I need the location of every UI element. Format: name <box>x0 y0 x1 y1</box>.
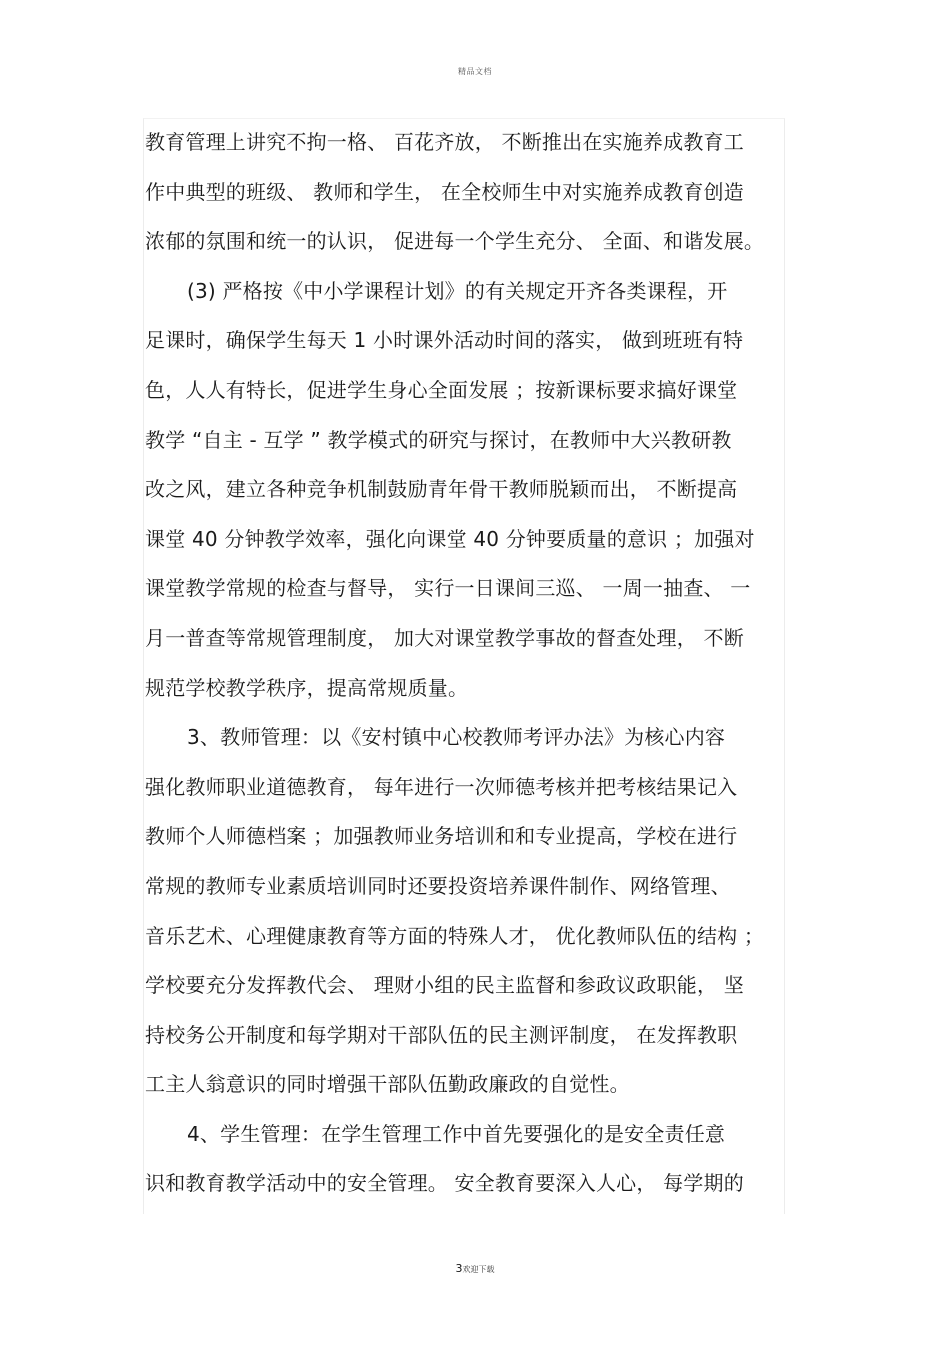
body-text-line: 教育管理上讲究不拘一格、 百花齐放， 不断推出在实施养成教育工 <box>145 130 744 154</box>
document-body <box>145 118 785 1209</box>
body-text-line: 4、学生管理：在学生管理工作中首先要强化的是安全责任意 <box>187 1121 726 1146</box>
body-text-line: 工主人翁意识的同时增强干部队伍勤政廉政的自觉性。 <box>145 1072 630 1097</box>
body-text-line: 月一普查等常规管理制度， 加大对课堂教学事故的督查处理， 不断 <box>145 625 744 650</box>
body-text-line: 教师个人师德档案 ；加强教师业务培训和和专业提高，学校在进行 <box>145 824 738 849</box>
body-text-line: 改之风，建立各种竞争机制鼓励青年骨干教师脱颖而出， 不断提高 <box>145 477 738 502</box>
page-header-label: 精品文档 <box>458 67 492 76</box>
footer-label: 欢迎下载 <box>462 1265 495 1274</box>
body-text-line: 色，人人有特长，促进学生身心全面发展 ；按新课标要求搞好课堂 <box>145 377 738 402</box>
page-footer <box>0 1262 950 1275</box>
body-text-line: 常规的教师专业素质培训同时还要投资培养课件制作、网络管理、 <box>145 873 731 898</box>
body-text-line: 强化教师职业道德教育， 每年进行一次师德考核并把考核结果记入 <box>145 774 738 799</box>
body-text-line: 识和教育教学活动中的安全管理。 安全教育要深入人心， 每学期的 <box>145 1171 744 1196</box>
body-text-line: 教学 “自主 - 互学 ” 教学模式的研究与探讨，在教师中大兴教研教 <box>145 427 732 452</box>
body-text-line: 学校要充分发挥教代会、 理财小组的民主监督和参政议政职能， 坚 <box>145 973 744 998</box>
body-text-line: 音乐艺术、心理健康教育等方面的特殊人才， 优化教师队伍的结构 ； <box>145 923 765 948</box>
page-number: 3 <box>455 1262 463 1275</box>
body-text-line: (3) 严格按《中小学课程计划》的有关规定开齐各类课程，开 <box>187 278 728 303</box>
body-text-line: 课堂 40 分钟教学效率，强化向课堂 40 分钟要质量的意识 ；加强对 <box>145 526 755 551</box>
body-text-line: 浓郁的氛围和统一的认识， 促进每一个学生充分、 全面、和谐发展。 <box>145 229 765 254</box>
body-text-line: 3、教师管理：以《安村镇中心校教师考评办法》为核心内容 <box>187 725 726 750</box>
body-text-line: 课堂教学常规的检查与督导， 实行一日课间三巡、 一周一抽查、 一 <box>145 576 751 601</box>
body-text-line: 持校务公开制度和每学期对干部队伍的民主测评制度， 在发挥教职 <box>145 1022 738 1047</box>
body-text-line: 规范学校教学秩序，提高常规质量。 <box>145 675 469 700</box>
body-text-line: 足课时，确保学生每天 1 小时课外活动时间的落实， 做到班班有特 <box>145 328 744 353</box>
body-text-line: 作中典型的班级、 教师和学生， 在全校师生中对实施养成教育创造 <box>145 179 744 204</box>
